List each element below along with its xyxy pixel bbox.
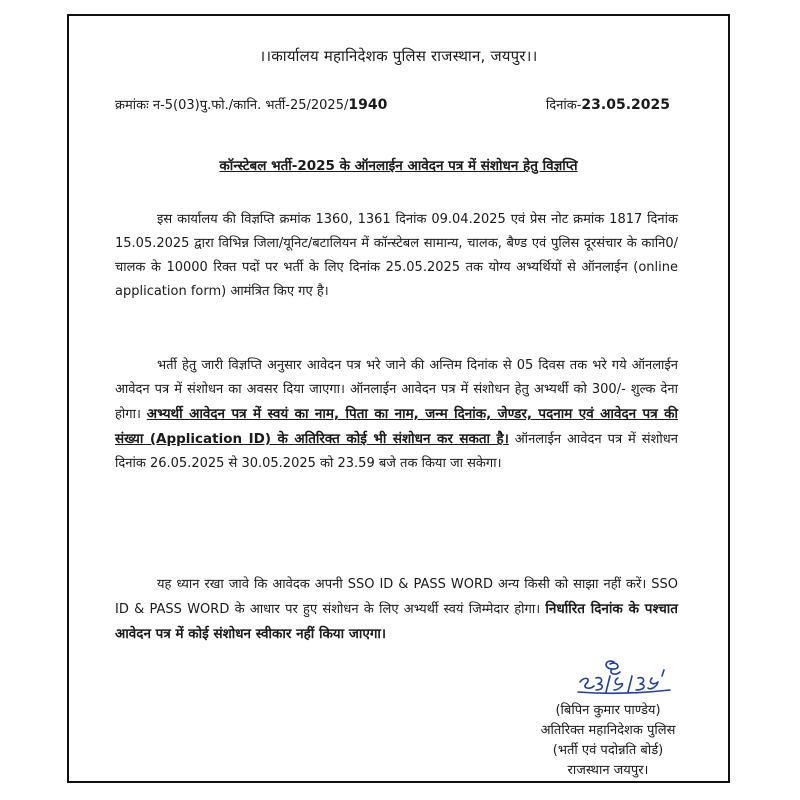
paragraph-2-text: भर्ती हेतु जारी विज्ञप्ति अनुसार आवेदन पत्र भरे जाने की अन्तिम दिनांक से 05 दिवस तक भरे गये ऑनलाईन आवेदन पत्र में संशोधन का अवसर दिया जाएगा। ऑनलाईन आवेदन पत्र में संशोधन हेतु अभ्यर्थी को 300/- शुल्क देना होगा। (115, 358, 678, 422)
office-heading: ।।कार्यालय महानिदेशक पुलिस राजस्थान, जयपुर।। (259, 47, 538, 65)
signatory-board: (भर्ती एवं पदोन्नति बोर्ड) (552, 743, 664, 758)
handwritten-signature (574, 656, 684, 696)
date-value: 23.05.2025 (581, 97, 670, 113)
signature-image (574, 656, 684, 696)
paragraph-2-emphasis: अभ्यर्थी आवेदन पत्र में स्वयं का नाम, पिता का नाम, जन्म दिनांक, जेण्डर, पदनाम एवं आवेदन पत्र की संख्या (Application ID) के अतिरिक्त कोई भी संशोधन कर सकता है। (115, 406, 678, 447)
paragraph-1-text: इस कार्यालय की विज्ञप्ति क्रमांक 1360, 1361 दिनांक 09.04.2025 एवं प्रेस नोट क्रमांक 1817 दिनांक 15.05.2025 द्वारा विभिन्न जिला/यूनिट/बटालियन में कॉन्स्टेबल सामान्य, चालक, बैण्ड एवं पुलिस दूरसंचार के कानि0/चालक के 10000 रिक्त पदों पर भर्ती के लिए दिनांक 25.05.2025 तक योग्य अभ्यर्थियों से ऑनलाईन (online application form) आमंत्रित किए गए है। (115, 212, 678, 299)
document-page (67, 14, 730, 783)
paragraph-2 (115, 354, 678, 476)
reference-serial: 1940 (348, 97, 388, 113)
reference-number (115, 95, 387, 113)
subject-heading (69, 156, 728, 174)
reference-prefix: क्रमांकः न-5(03)पु.फो./कानि. भर्ती-25/2025/ (115, 98, 349, 113)
paragraph-3-emphasis: निर्धारित दिनांक के पश्चात आवेदन पत्र में कोई संशोधन स्वीकार नहीं किया जाएगा। (115, 601, 678, 642)
paragraph-3-text: यह ध्यान रखा जावे कि आवेदक अपनी SSO ID & PASS WORD अन्य किसी को साझा नहीं करें। SSO ID & PASS WORD के आधार पर हुए संशोधन के लिए अभ्यर्थी स्वयं जिम्मेदार होगा। (115, 577, 678, 617)
paragraph-2-dates: ऑनलाईन आवेदन पत्र में संशोधन दिनांक 26.05.2025 से 30.05.2025 को 23.59 बजे तक किया जा सकेगा। (115, 432, 678, 471)
signatory-designation: अतिरिक्त महानिदेशक पुलिस (540, 723, 676, 738)
signatory-location: राजस्थान जयपुर। (567, 763, 649, 778)
paragraph-1 (115, 208, 678, 304)
date-label: दिनांक- (545, 98, 582, 113)
signatory-name: (बिपिन कुमार पाण्डेय) (555, 703, 661, 718)
subject-text: कॉन्स्टेबल भर्ती-2025 के ऑनलाईन आवेदन पत्र में संशोधन हेतु विज्ञप्ति (219, 158, 578, 174)
signatory-block (517, 701, 699, 781)
reference-date (546, 95, 670, 113)
paragraph-3 (115, 573, 678, 647)
reference-line (115, 95, 670, 117)
